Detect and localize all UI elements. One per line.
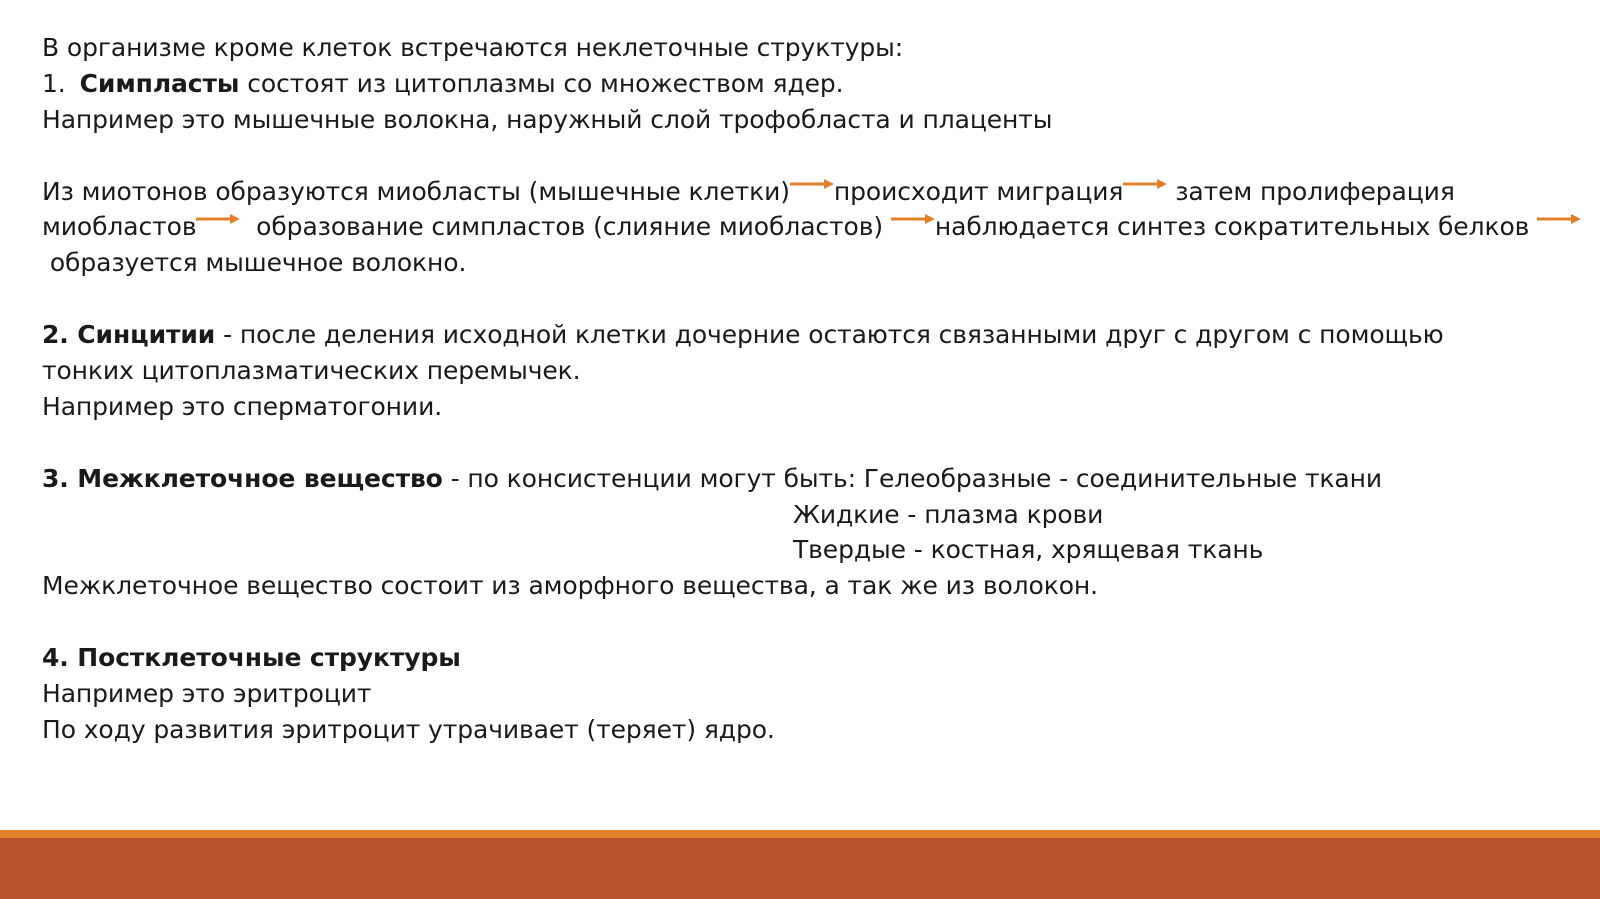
postcellular-detail: По ходу развития эритроцит утрачивает (теряет) ядро. xyxy=(42,714,775,744)
matrix-title: 3. Межклеточное вещество xyxy=(42,463,443,493)
symplast-definition: состоят из цитоплазмы со множеством ядер. xyxy=(239,68,844,98)
syncytia-title: 2. Синцитии xyxy=(42,320,216,350)
chain-line-2 xyxy=(42,209,1572,245)
syncytia-definition-cont: тонких цитоплазматических перемычек. xyxy=(42,356,581,386)
symplast-number: 1. xyxy=(42,68,66,98)
chain-line-1 xyxy=(42,174,1572,210)
postcellular-heading xyxy=(42,640,1572,676)
intro-line: В организме кроме клеток встречаются неклеточные структуры: xyxy=(42,33,904,62)
chain-step-proliferation: затем пролиферация xyxy=(1167,176,1455,206)
syncytia-example: Например это сперматогонии. xyxy=(42,391,443,421)
matrix-line xyxy=(42,461,1572,497)
arrow-right-icon xyxy=(1123,178,1167,190)
symplast-heading-line xyxy=(42,66,1572,102)
arrow-right-icon xyxy=(1537,213,1581,225)
chain-step-migration: происходит миграция xyxy=(833,176,1124,206)
chain-step-protein-synthesis: наблюдается синтез сократительных белков xyxy=(934,212,1538,242)
matrix-gel: - по консистенции могут быть: Гелеобразные - соединительные ткани xyxy=(442,463,1383,493)
postcellular-example: Например это эритроцит xyxy=(42,679,372,709)
symplast-example: Например это мышечные волокна, наружный слой трофобласта и плаценты xyxy=(42,104,1053,134)
slide-body xyxy=(42,30,1572,748)
chain-step-symplast-formation: образование симпластов (слияние миобластов) xyxy=(240,212,891,242)
matrix-composition: Межклеточное вещество состоит из аморфного вещества, а так же из волокон. xyxy=(42,571,1099,601)
symplast-title: Симпласты xyxy=(79,68,240,98)
chain-step-myoblasts-cont: миобластов xyxy=(42,212,197,242)
arrow-right-icon xyxy=(196,213,240,225)
chain-step-myoblasts: Из миотонов образуются миобласты (мышечные клетки) xyxy=(42,176,790,206)
syncytia-line xyxy=(42,317,1572,353)
matrix-liquid: Жидкие - плазма крови xyxy=(793,499,1104,529)
syncytia-definition: - после деления исходной клетки дочерние остаются связанными друг с другом с помощью xyxy=(215,320,1444,350)
arrow-right-icon xyxy=(790,178,834,190)
chain-line-3: образуется мышечное волокно. xyxy=(42,248,467,278)
postcellular-title: 4. Постклеточные структуры xyxy=(42,643,461,673)
matrix-solid: Твердые - костная, хрящевая ткань xyxy=(793,535,1264,565)
footer-bar xyxy=(0,830,1600,899)
arrow-right-icon xyxy=(891,213,935,225)
